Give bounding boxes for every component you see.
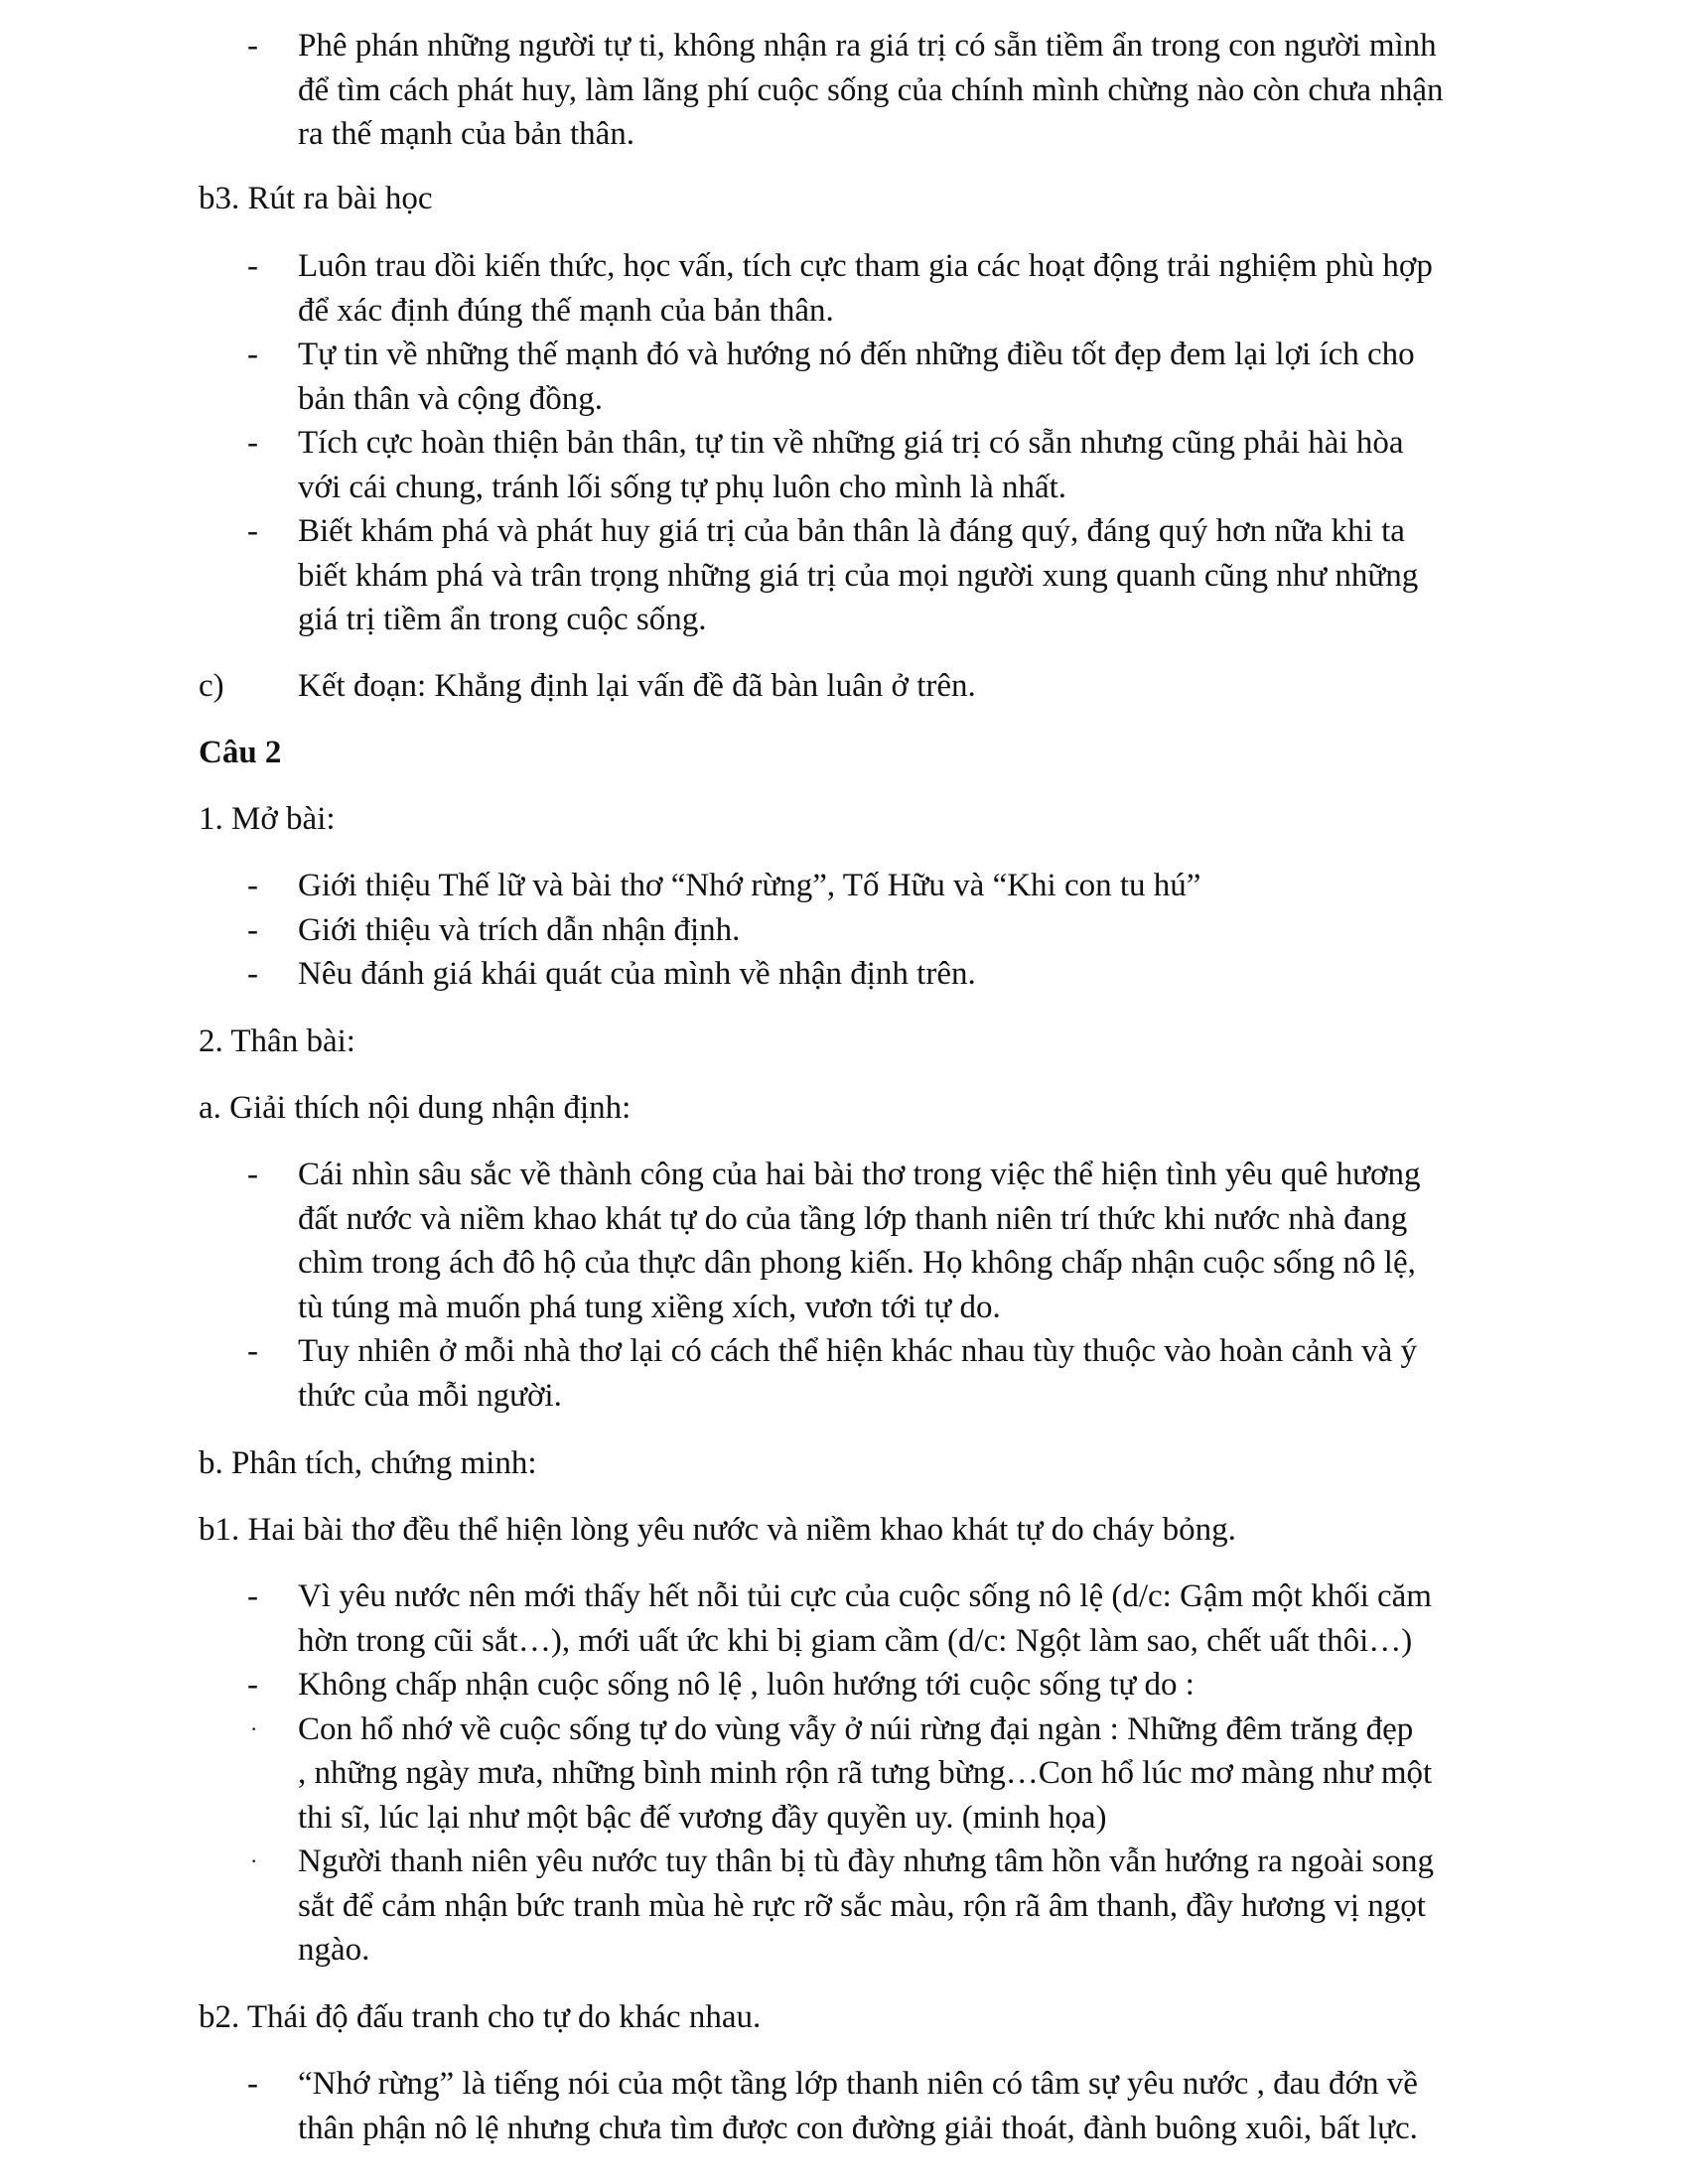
list-item-text	[298, 1329, 1529, 1418]
list-item-text	[298, 333, 1529, 421]
b3-heading: b3. Rút ra bài học	[199, 181, 433, 216]
analysis-heading: b. Phân tích, chứng minh:	[199, 1445, 537, 1481]
text-line: đất nước và niềm khao khát tự do của tầng lớp thanh niên trí thức khi nước nhà đang	[298, 1200, 1408, 1237]
bullet-dash-icon: -	[247, 1667, 258, 1703]
bullet-dash-icon: -	[247, 28, 258, 64]
list-item	[199, 952, 1529, 997]
list-item-text	[298, 1574, 1529, 1663]
question-2-heading: Câu 2	[199, 735, 282, 770]
text-line: Tự tin về những thế mạnh đó và hướng nó đến những điều tốt đẹp đem lại lợi ích cho	[298, 337, 1415, 372]
text-line: với cái chung, tránh lối sống tự phụ luôn cho mình là nhất.	[298, 469, 1067, 505]
list-item-text	[298, 1153, 1529, 1329]
text-line: hờn trong cũi sắt…), mới uất ức khi bị giam cầm (d/c: Ngột làm sao, chết uất thôi…)	[298, 1622, 1413, 1659]
text-line: Tích cực hoàn thiện bản thân, tự tin về những giá trị có sẵn nhưng cũng phải hài hòa	[298, 425, 1404, 461]
bullet-dash-icon: -	[247, 911, 258, 948]
bullet-dash-icon: -	[247, 868, 258, 903]
text-line: tù túng mà muốn phá tung xiềng xích, vươn tới tự do.	[298, 1289, 1001, 1325]
list-item-text	[298, 952, 1529, 997]
bullet-dash-icon: -	[247, 2066, 258, 2102]
bullet-dash-icon: -	[247, 337, 258, 372]
list-item-text	[298, 1707, 1529, 1841]
list-item	[199, 1574, 1529, 1663]
list-item-text	[298, 24, 1529, 157]
conclusion-label: c)	[199, 668, 224, 704]
text-line: ra thế mạnh của bản thân.	[298, 116, 635, 152]
bullet-dash-icon: -	[247, 1157, 258, 1192]
bullet-dot-icon: ·	[250, 1848, 258, 1873]
bullet-dash-icon: -	[247, 513, 258, 549]
text-line: chìm trong ách đô hộ của thực dân phong kiến. Họ không chấp nhận cuộc sống nô lệ,	[298, 1245, 1416, 1281]
text-line: bản thân và cộng đồng.	[298, 380, 604, 417]
list-item	[199, 1329, 1529, 1418]
list-item-text	[298, 244, 1529, 333]
text-line: Vì yêu nước nên mới thấy hết nỗi tủi cực của cuộc sống nô lệ (d/c: Gậm một khối căm	[298, 1578, 1432, 1614]
text-line: sắt để cảm nhận bức tranh mùa hè rực rỡ sắc màu, rộn rã âm thanh, đầy hương vị ngọt	[298, 1887, 1426, 1924]
text-line: để tìm cách phát huy, làm lãng phí cuộc sống của chính mình chừng nào còn chưa nhận	[298, 71, 1444, 108]
text-line: “Nhớ rừng” là tiếng nói của một tầng lớp thanh niên có tâm sự yêu nước , đau đớn về	[298, 2066, 1418, 2102]
text-line: Giới thiệu Thế lữ và bài thơ “Nhớ rừng”, Tố Hữu và “Khi con tu hú”	[298, 868, 1201, 903]
text-line: thi sĩ, lúc lại như một bậc đế vương đầy quyền uy. (minh họa)	[298, 1799, 1107, 1836]
list-item-text	[298, 509, 1529, 642]
list-item	[199, 1663, 1529, 1707]
text-line: Biết khám phá và phát huy giá trị của bản thân là đáng quý, đáng quý hơn nữa khi ta	[298, 513, 1405, 549]
list-item-text	[298, 908, 1529, 953]
text-line: biết khám phá và trân trọng những giá trị của mọi người xung quanh cũng như những	[298, 557, 1419, 594]
text-line: Phê phán những người tự ti, không nhận ra giá trị có sẵn tiềm ẩn trong con người mình	[298, 28, 1437, 64]
text-line: thức của mỗi người.	[298, 1377, 562, 1414]
bullet-dash-icon: -	[247, 425, 258, 461]
list-item	[199, 908, 1529, 953]
text-line: Giới thiệu và trích dẫn nhận định.	[298, 911, 741, 948]
text-line: Không chấp nhận cuộc sống nô lệ , luôn hướng tới cuộc sống tự do :	[298, 1667, 1195, 1703]
text-line: để xác định đúng thế mạnh của bản thân.	[298, 292, 834, 329]
text-line: Cái nhìn sâu sắc về thành công của hai bài thơ trong việc thể hiện tình yêu quê hương	[298, 1157, 1421, 1192]
conclusion-text: Kết đoạn: Khẳng định lại vấn đề đã bàn luân ở trên.	[298, 668, 976, 704]
body-heading: 2. Thân bài:	[199, 1024, 355, 1059]
list-item-text	[298, 2062, 1529, 2150]
text-line: Tuy nhiên ở mỗi nhà thơ lại có cách thể hiện khác nhau tùy thuộc vào hoàn cảnh và ý	[298, 1333, 1417, 1369]
list-item	[199, 1840, 1529, 1973]
list-item	[199, 421, 1529, 509]
list-item	[199, 333, 1529, 421]
list-item	[199, 24, 1529, 157]
bullet-dash-icon: -	[247, 1578, 258, 1614]
bullet-dash-icon: -	[247, 248, 258, 284]
text-line: ngào.	[298, 1932, 370, 1968]
introduction-heading: 1. Mở bài:	[199, 801, 336, 837]
bullet-dash-icon: -	[247, 956, 258, 992]
list-item	[199, 509, 1529, 642]
text-line: Luôn trau dồi kiến thức, học vấn, tích cực tham gia các hoạt động trải nghiệm phù hợp	[298, 248, 1433, 284]
bullet-dash-icon: -	[247, 1333, 258, 1369]
b2-heading: b2. Thái độ đấu tranh cho tự do khác nhau.	[199, 1999, 762, 2035]
text-line: thân phận nô lệ nhưng chưa tìm được con đường giải thoát, đành buông xuôi, bất lực.	[298, 2110, 1418, 2146]
bullet-dot-icon: ·	[250, 1715, 258, 1741]
text-line: Nêu đánh giá khái quát của mình về nhận định trên.	[298, 956, 976, 992]
list-item	[199, 1707, 1529, 1841]
list-item	[199, 244, 1529, 333]
list-item	[199, 1153, 1529, 1329]
list-item-text	[298, 1663, 1529, 1707]
text-line: Người thanh niên yêu nước tuy thân bị tù đày nhưng tâm hồn vẫn hướng ra ngoài song	[298, 1843, 1434, 1879]
list-item	[199, 864, 1529, 908]
b1-heading: b1. Hai bài thơ đều thể hiện lòng yêu nước và niềm khao khát tự do cháy bỏng.	[199, 1512, 1236, 1548]
text-line: Con hổ nhớ về cuộc sống tự do vùng vẫy ở núi rừng đại ngàn : Những đêm trăng đẹp	[298, 1710, 1414, 1747]
list-item-text	[298, 1840, 1529, 1973]
list-item-text	[298, 421, 1529, 509]
explanation-heading: a. Giải thích nội dung nhận định:	[199, 1090, 632, 1126]
text-line: giá trị tiềm ẩn trong cuộc sống.	[298, 602, 707, 637]
text-line: , những ngày mưa, những bình minh rộn rã tưng bừng…Con hổ lúc mơ màng như một	[298, 1755, 1433, 1791]
list-item-text	[298, 864, 1529, 908]
conclusion-line	[199, 664, 976, 709]
list-item	[199, 2062, 1529, 2150]
